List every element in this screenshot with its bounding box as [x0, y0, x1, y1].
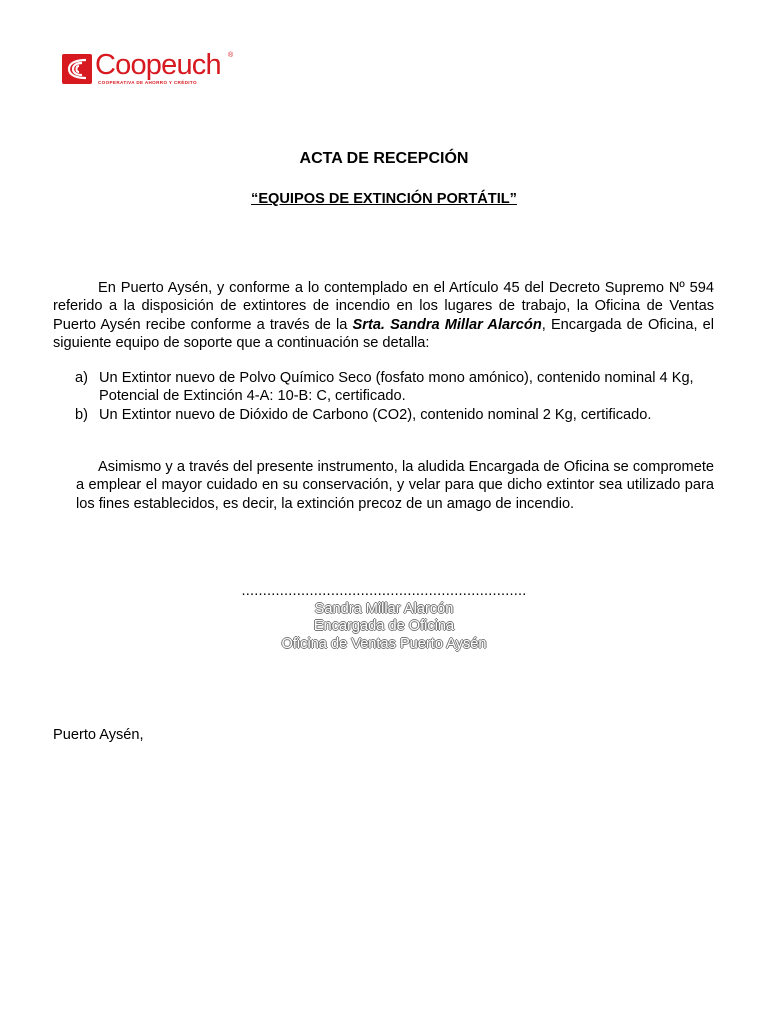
- list-item-text: Un Extintor nuevo de Polvo Químico Seco (fosfato mono amónico), contenido nominal 4 Kg, Potencial de Extinción 4-A: 10-B: C, certificado.: [99, 370, 694, 405]
- intro-paragraph: [53, 279, 714, 352]
- signature-name: Sandra Millar Alarcón: [314, 600, 454, 617]
- signature-line: ...................................................................: [241, 583, 527, 599]
- closing-location: Puerto Aysén,: [53, 727, 144, 743]
- signature-office: Oficina de Ventas Puerto Aysén: [281, 635, 487, 652]
- coopeuch-logo: [62, 50, 240, 90]
- commitment-paragraph: Asimismo y a través del presente instrumento, la aludida Encargada de Oficina se compromete a emplear el mayor cuidado en su conservación, y velar para que dicho extintor sea utilizado para los fines establecidos, es decir, la extinción precoz de un amago de incendio.: [76, 459, 714, 512]
- equipment-list: [53, 369, 714, 424]
- list-item: [53, 406, 714, 424]
- document-subtitle: “EQUIPOS DE EXTINCIÓN PORTÁTIL”: [251, 191, 517, 207]
- list-marker: a): [75, 370, 88, 386]
- signature-role: Encargada de Oficina: [313, 618, 455, 635]
- intro-text-after: , Encargada de Oficina, el siguiente equipo de soporte que a continuación se detalla:: [53, 316, 714, 351]
- list-item-text: Un Extintor nuevo de Dióxido de Carbono (CO2), contenido nominal 2 Kg, certificado.: [99, 406, 652, 423]
- document-title: ACTA DE RECEPCIÓN: [299, 150, 469, 167]
- coopeuch-logo-mark-icon: [62, 54, 92, 84]
- recipient-name: Srta. Sandra Millar Alarcón: [352, 316, 542, 333]
- list-item: [53, 369, 714, 406]
- brand-name: Coopeuch: [95, 49, 221, 81]
- intro-text-before: En Puerto Aysén, y conforme a lo contemplado en el Artículo 45 del Decreto Supremo Nº 594 referido a la disposición de extintores de incendio en los lugares de trabajo, la Oficina de Ventas Puerto Aysén recibe conforme a través de la: [53, 280, 714, 333]
- signature-block: [0, 583, 768, 653]
- registered-mark: ®: [228, 52, 234, 59]
- list-marker: b): [75, 406, 88, 423]
- brand-tagline: COOPERATIVA DE AHORRO Y CRÉDITO: [98, 80, 197, 85]
